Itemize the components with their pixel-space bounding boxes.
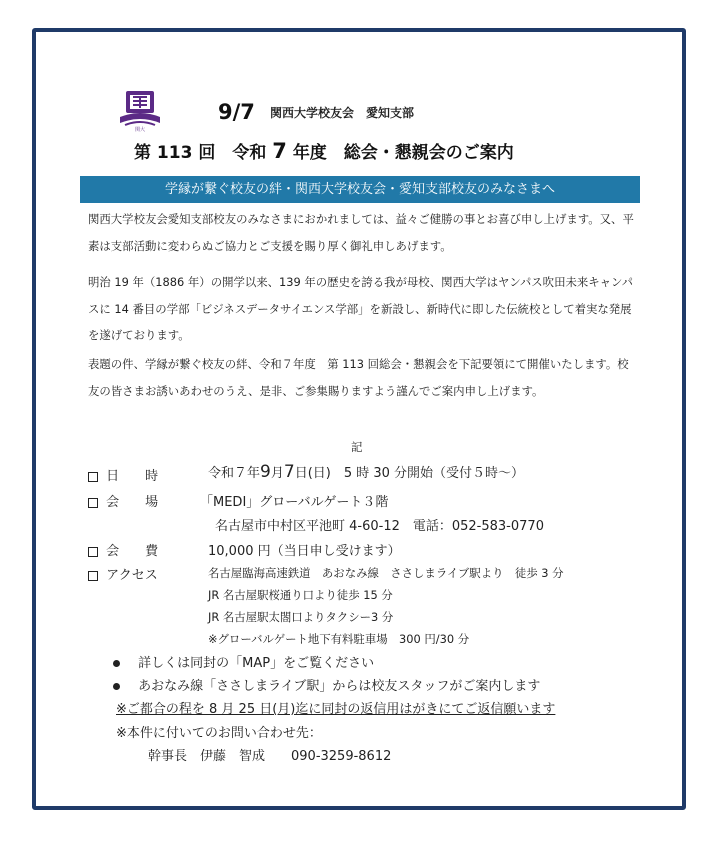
paragraph-invitation: 表題の件、学縁が繋ぐ校友の絆、令和７年度 第 113 回総会・懇親会を下記要領にて開催いたします。校友の皆さまお誘いあわせのうえ、是非、ご参集賜りますよう謹んでご案内申し上げます。 <box>88 357 629 398</box>
detail-row-fee <box>88 540 158 559</box>
detail-row-venue <box>88 491 158 510</box>
detail-value-fee: 10,000 円（当日申し受けます） <box>208 544 401 559</box>
bullet-icon <box>113 660 120 667</box>
contact-person: 幹事長 伊藤 智成 090-3259-8612 <box>148 749 392 764</box>
access-line: ※グローバルゲート地下有料駐車場 300 円/30 分 <box>208 632 470 646</box>
detail-label-date: 日 時 <box>106 469 159 484</box>
note-item: あおなみ線「ささしまライブ駅」からは校友スタッフがご案内します <box>113 675 540 694</box>
title-year: 7 <box>272 139 287 163</box>
note-item: 詳しくは同封の「MAP」をご覧ください <box>113 652 374 671</box>
access-line: JR 名古屋駅桜通り口より徒歩 15 分 <box>208 588 393 602</box>
detail-value-venue-address: 名古屋市中村区平池町 4-60-12 電話：052-583-0770 <box>215 519 544 534</box>
ki-heading: 記 <box>351 440 363 454</box>
checkbox-icon <box>88 571 98 581</box>
detail-value-date: 令和７年9月7日(日) 5 時 30 分開始（受付５時～） <box>208 462 525 482</box>
title-mid: 回 令和 <box>198 143 267 163</box>
greeting-banner: 学縁が繋ぐ校友の絆・関西大学校友会・愛知支部校友のみなさまへ <box>80 176 640 203</box>
page-title <box>134 138 514 163</box>
checkbox-icon <box>88 547 98 557</box>
organization-name: 関西大学校友会 愛知支部 <box>270 106 415 120</box>
paragraph-greeting: 関西大学校友会愛知支部校友のみなさまにおかれましては、益々ご健勝の事とお喜び申し上げます。又、平素は支部活動に変わらぬご協力とご支援を賜り厚く御礼申しあげます。 <box>88 212 634 253</box>
title-suffix: 年度 総会・懇親会のご案内 <box>292 143 514 163</box>
detail-label-venue: 会 場 <box>106 495 159 510</box>
logo-text: 関大 <box>134 127 146 133</box>
detail-label-access: アクセス <box>106 568 158 583</box>
title-prefix: 第 <box>134 143 151 163</box>
bullet-icon <box>113 683 120 690</box>
paragraph-history: 明治 19 年（1886 年）の開学以来、139 年の歴史を誇る我が母校、関西大学はヤンパス吹田未来キャンパスに 14 番目の学部「ビジネスデータサイエンス学部」を新設し、新時代に即した伝統校として着実な発展を遂げております。 <box>88 275 634 342</box>
access-line: 名古屋臨海高速鉄道 あおなみ線 ささしまライブ駅より 徒歩 3 分 <box>208 566 564 580</box>
checkbox-icon <box>88 472 98 482</box>
detail-row-date <box>88 465 158 484</box>
university-crest-logo <box>117 87 163 133</box>
detail-value-venue: 「MEDI」グローバルゲート３階 <box>200 495 389 510</box>
detail-label-fee: 会 費 <box>106 544 159 559</box>
detail-row-access <box>88 564 158 583</box>
access-line: JR 名古屋駅太閤口よりタクシー3 分 <box>208 610 394 624</box>
event-date: 9/7 <box>218 100 255 124</box>
title-session-number: 113 <box>156 143 193 163</box>
contact-label: ※本件に付いてのお問い合わせ先： <box>116 726 322 741</box>
reply-deadline-notice: ※ご都合の程を 8 月 25 日(月)迄に同封の返信用はがきにてご返信願います <box>116 702 556 717</box>
checkbox-icon <box>88 498 98 508</box>
